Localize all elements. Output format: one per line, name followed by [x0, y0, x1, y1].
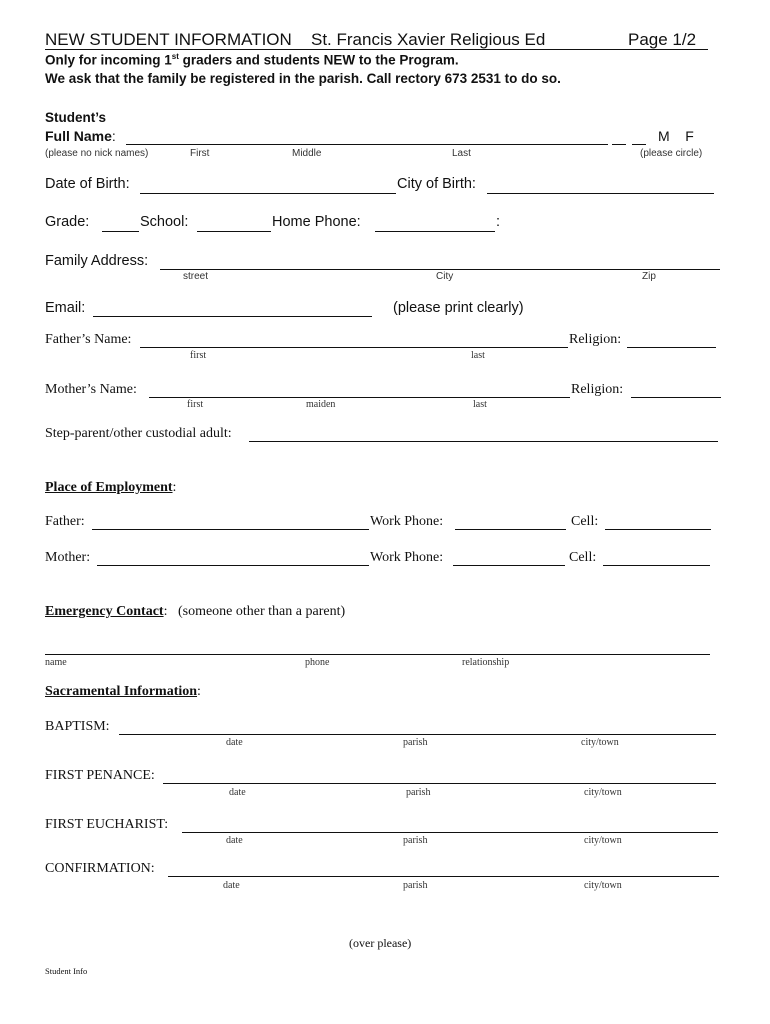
baptism-field[interactable]	[119, 734, 716, 735]
father-religion-field[interactable]	[627, 347, 716, 348]
over-please: (over please)	[349, 936, 412, 950]
mother-name-label: Mother’s Name:	[45, 382, 137, 397]
caption-penance-parish: parish	[406, 787, 431, 798]
grade-field[interactable]	[102, 231, 139, 232]
father-employer-label: Father:	[45, 514, 85, 529]
caption-eucharist-parish: parish	[403, 835, 428, 846]
home-phone-colon: :	[496, 214, 501, 230]
email-note: (please print clearly)	[393, 300, 524, 316]
first-penance-label: FIRST PENANCE:	[45, 768, 155, 783]
caption-father-last: last	[471, 350, 485, 361]
first-eucharist-field[interactable]	[182, 832, 718, 833]
mother-religion-field[interactable]	[631, 397, 721, 398]
first-eucharist-label: FIRST EUCHARIST:	[45, 817, 169, 832]
mother-religion-label: Religion:	[571, 382, 624, 397]
father-work-phone-label: Work Phone:	[370, 514, 444, 529]
father-employer-field[interactable]	[92, 529, 369, 530]
caption-baptism-city: city/town	[581, 737, 619, 748]
father-religion-label: Religion:	[569, 332, 622, 347]
mother-name-field[interactable]	[149, 397, 570, 398]
caption-mother-maiden: maiden	[306, 399, 336, 410]
header-rule	[45, 49, 708, 50]
city-of-birth-field[interactable]	[487, 193, 714, 194]
full-name-field-tail-2	[632, 144, 646, 145]
emergency-heading: Emergency Contact: (someone other than a parent)	[45, 604, 346, 619]
form-title: NEW STUDENT INFORMATION	[45, 30, 292, 49]
first-penance-field[interactable]	[163, 783, 716, 784]
caption-confirmation-city: city/town	[584, 880, 622, 891]
notice-line-2: We ask that the family be registered in the parish. Call rectory 673 2531 to do so.	[45, 71, 561, 86]
gender-options[interactable]: M F	[658, 128, 694, 144]
caption-penance-city: city/town	[584, 787, 622, 798]
organization-name: St. Francis Xavier Religious Ed	[311, 30, 546, 49]
notice-line-1: Only for incoming 1st graders and students NEW to the Program.	[45, 52, 459, 68]
caption-first: First	[190, 148, 210, 159]
student-label: Student’s	[45, 110, 107, 125]
caption-last: Last	[452, 148, 471, 159]
email-label: Email:	[45, 300, 86, 316]
caption-confirmation-date: date	[223, 880, 240, 891]
dob-label: Date of Birth:	[45, 176, 130, 192]
confirmation-field[interactable]	[168, 876, 719, 877]
full-name-field-tail	[612, 144, 626, 145]
caption-emergency-name: name	[45, 657, 67, 668]
family-address-label: Family Address:	[45, 253, 149, 269]
school-label: School:	[140, 214, 189, 230]
page-number: Page 1/2	[628, 30, 697, 49]
emergency-contact-field[interactable]	[45, 654, 710, 655]
email-field[interactable]	[93, 316, 372, 317]
caption-penance-date: date	[229, 787, 246, 798]
city-of-birth-label: City of Birth:	[397, 176, 476, 192]
caption-nick-names: (please no nick names)	[45, 148, 149, 159]
mother-cell-label: Cell:	[569, 550, 597, 565]
home-phone-field[interactable]	[375, 231, 495, 232]
confirmation-label: CONFIRMATION:	[45, 861, 155, 876]
step-parent-label: Step-parent/other custodial adult:	[45, 426, 232, 441]
father-cell-label: Cell:	[571, 514, 599, 529]
caption-baptism-parish: parish	[403, 737, 428, 748]
caption-zip: Zip	[642, 271, 656, 282]
grade-label: Grade:	[45, 214, 90, 230]
step-parent-field[interactable]	[249, 441, 718, 442]
sacramental-heading: Sacramental Information:	[45, 684, 201, 699]
father-name-label: Father’s Name:	[45, 332, 132, 347]
baptism-label: BAPTISM:	[45, 719, 110, 734]
father-work-phone-field[interactable]	[455, 529, 566, 530]
home-phone-label: Home Phone:	[272, 214, 361, 230]
caption-mother-first: first	[187, 399, 204, 410]
caption-mother-last: last	[473, 399, 487, 410]
caption-confirmation-parish: parish	[403, 880, 428, 891]
full-name-label: Full Name:	[45, 128, 116, 144]
mother-employer-field[interactable]	[97, 565, 369, 566]
family-address-field[interactable]	[160, 269, 720, 270]
caption-middle: Middle	[292, 148, 322, 159]
mother-employer-label: Mother:	[45, 550, 91, 565]
father-name-field[interactable]	[140, 347, 568, 348]
mother-cell-field[interactable]	[603, 565, 710, 566]
school-field[interactable]	[197, 231, 271, 232]
dob-field[interactable]	[140, 193, 396, 194]
document-name: Student Info	[45, 966, 88, 976]
caption-baptism-date: date	[226, 737, 243, 748]
caption-father-first: first	[190, 350, 207, 361]
caption-emergency-relationship: relationship	[462, 657, 510, 668]
caption-eucharist-city: city/town	[584, 835, 622, 846]
caption-please-circle: (please circle)	[640, 148, 703, 159]
father-cell-field[interactable]	[605, 529, 711, 530]
caption-city: City	[436, 271, 454, 282]
caption-street: street	[183, 271, 209, 282]
mother-work-phone-label: Work Phone:	[370, 550, 444, 565]
full-name-field[interactable]	[126, 144, 608, 145]
employment-heading: Place of Employment:	[45, 480, 177, 495]
mother-work-phone-field[interactable]	[453, 565, 565, 566]
caption-eucharist-date: date	[226, 835, 243, 846]
caption-emergency-phone: phone	[305, 657, 330, 668]
